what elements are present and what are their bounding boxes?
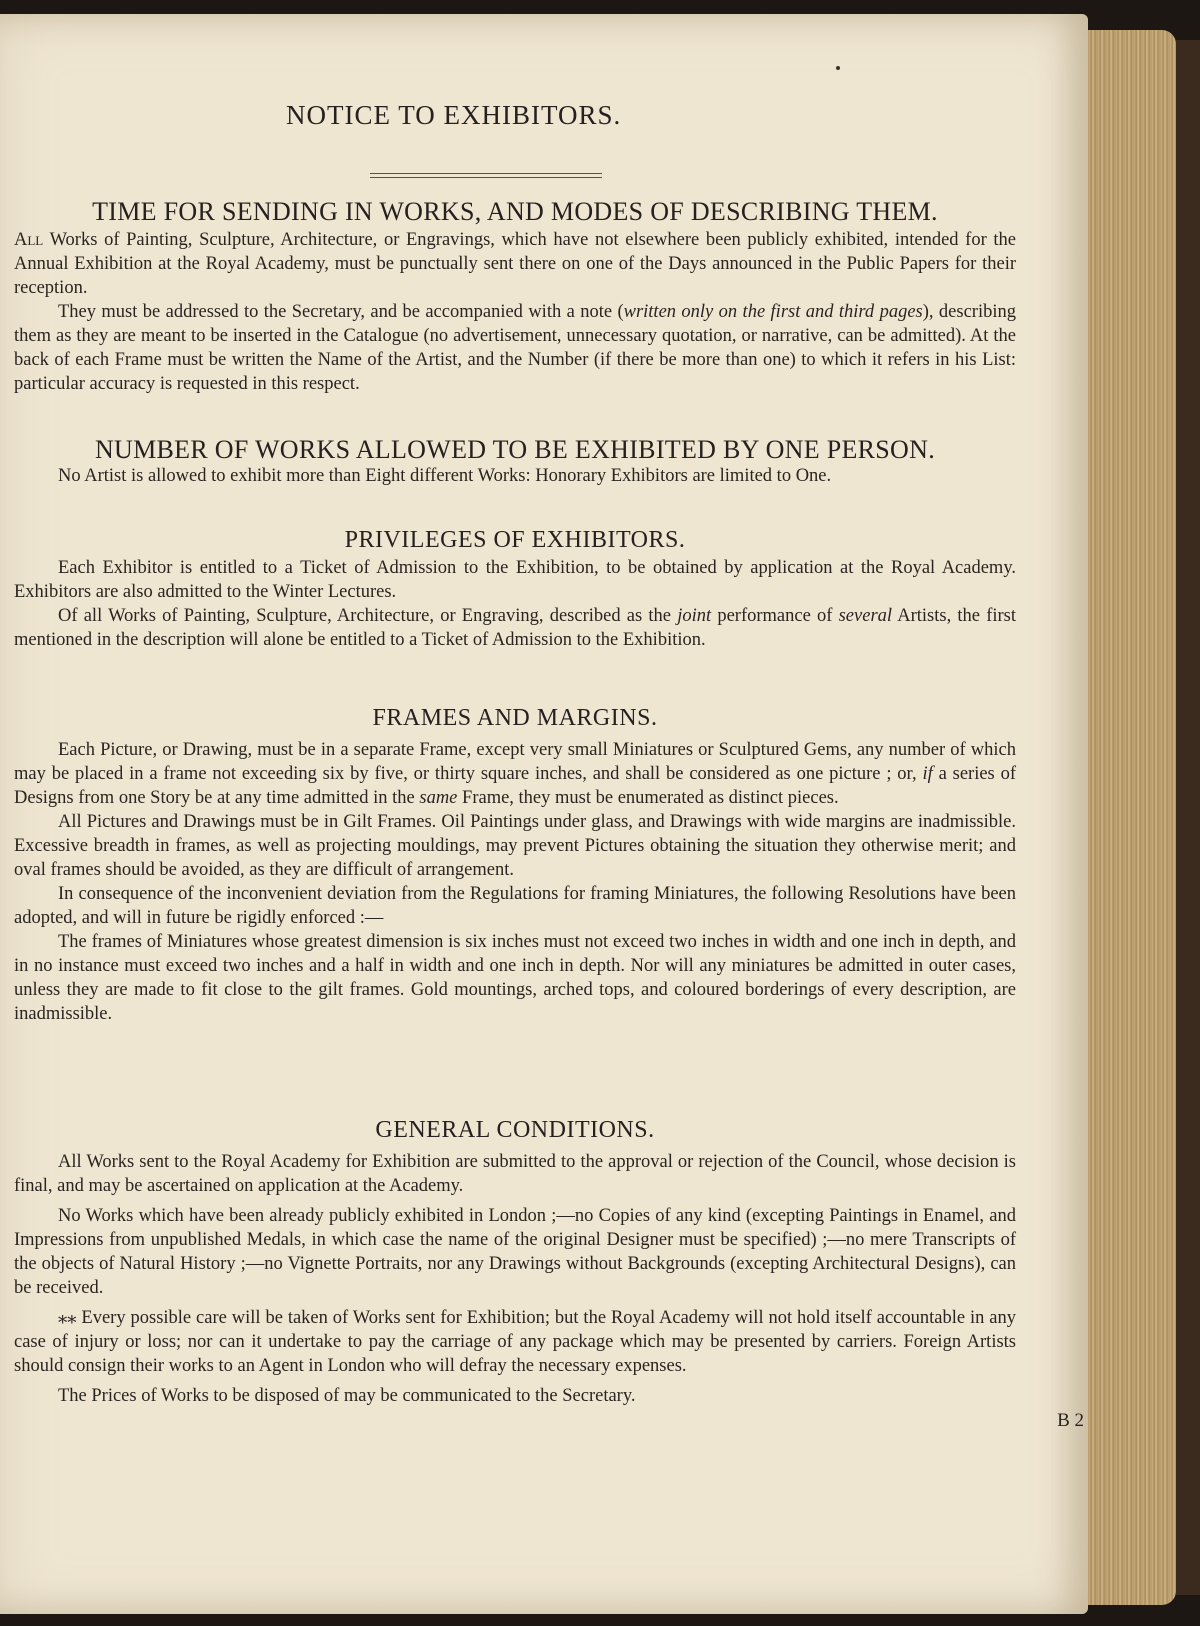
time-p1-lead: All <box>14 230 44 250</box>
signature-mark: B 2 <box>1057 1410 1084 1431</box>
privileges-paragraph-2 <box>14 604 1016 652</box>
priv-p2-em2: several <box>838 606 893 626</box>
number-paragraph-1: No Artist is allowed to exhibit more than Eight different Works: Honorary Exhibitors are limited to One. <box>58 466 832 486</box>
general-p3-text: Every possible care will be taken of Works sent for Exhibition; but the Royal Academy will not hold itself accountable in any case of injury or loss; nor can it undertake to pay the carriage of any package which may be presented by carriers. Foreign Artists should consign their works to an Agent in London who will defray the necessary expenses. <box>14 1308 1017 1376</box>
general-paragraph-1: All Works sent to the Royal Academy for Exhibition are submitted to the approval or rejection of the Council, whose decision is final, and may be ascertained on application at the Academy. <box>14 1152 1016 1196</box>
frames-paragraph-3: In consequence of the inconvenient deviation from the Regulations for framing Miniatures, the following Resolutions have been adopted, and will in future be rigidly enforced :— <box>14 884 1016 928</box>
frames-p1-em1: if <box>922 764 933 784</box>
book-cover-edge <box>1176 40 1200 1595</box>
frames-p1-em2: same <box>419 788 458 808</box>
frames-paragraph-1 <box>14 738 1016 810</box>
page-fore-edge <box>1088 30 1176 1605</box>
frames-p1-c: Frame, they must be enumerated as distinct pieces. <box>457 788 839 808</box>
priv-p2-em1: joint <box>677 606 712 626</box>
heading-time: TIME FOR SENDING IN WORKS, AND MODES OF DESCRIBING THEM. <box>92 197 938 226</box>
heading-privileges: PRIVILEGES OF EXHIBITORS. <box>344 527 686 553</box>
general-paragraph-4: The Prices of Works to be disposed of may be communicated to the Secretary. <box>58 1386 636 1406</box>
time-p1-text: Works of Painting, Sculpture, Architecture, or Engravings, which have not elsewhere been publicly exhibited, intended for the Annual Exhibition at the Royal Academy, must be punctually sent there on one of the Days announced in the Public Papers for their reception. <box>14 230 1017 298</box>
frames-paragraph-4: The frames of Miniatures whose greatest dimension is six inches must not exceed two inches in width and one inch in depth, and in no instance must exceed two inches and a half in width and one inch in depth. Nor will any miniatures be admitted in outer cases, unless they are made to fit close to the gilt frames. Gold mountings, arched tops, and coloured borderings of every description, are inadmissible. <box>14 932 1016 1024</box>
section-privileges <box>14 528 1016 652</box>
priv-p2-c: Artists, the first mentioned in the description will alone be entitled to a Ticket of Admission to the Exhibition. <box>14 606 1016 650</box>
page-title: NOTICE TO EXHIBITORS. <box>286 100 622 130</box>
heading-number: NUMBER OF WORKS ALLOWED TO BE EXHIBITED BY ONE PERSON. <box>94 435 936 464</box>
section-frames <box>14 706 1016 1026</box>
general-paragraph-3 <box>14 1306 1016 1378</box>
asterism-mark: ⁎⁎ <box>58 1308 77 1328</box>
section-general <box>14 1118 1016 1408</box>
general-paragraph-2: No Works which have been already publicly exhibited in London ;—no Copies of any kind (excepting Paintings in Enamel, and Impressions from unpublished Medals, in which case the name of the original Designer must be specified) ;—no mere Transcripts of the objects of Natural History ;—no Vignette Portraits, nor any Drawings without Backgrounds (excepting Architectural Designs), can be received. <box>14 1206 1016 1298</box>
heading-general: GENERAL CONDITIONS. <box>375 1117 655 1143</box>
priv-p2-b: performance of <box>711 606 839 626</box>
time-p2-em: written only on the first and third pages <box>623 302 923 322</box>
title-rule <box>370 173 602 178</box>
section-time <box>14 197 1017 396</box>
frames-paragraph-2: All Pictures and Drawings must be in Gilt Frames. Oil Paintings under glass, and Drawings with wide margins are inadmissible. Excessive breadth in frames, as well as projecting mouldings, may prevent Pictures obtaining the situation they otherwise merit; and oval frames should be avoided, as they are difficult of arrangement. <box>14 812 1016 880</box>
heading-frames: FRAMES AND MARGINS. <box>372 705 658 731</box>
ink-speck <box>836 66 840 70</box>
priv-p2-a: Of all Works of Painting, Sculpture, Architecture, or Engraving, described as the <box>58 606 678 626</box>
time-p2-b: ), describing them as they are meant to be inserted in the Catalogue (no advertisement, unnecessary quotation, or narrative, can be admitted). At the back of each Frame must be written the Name of the Artist, and the Number (if there be more than one) to which it refers in his List: particular accuracy is requested in this respect. <box>14 302 1016 394</box>
time-paragraph-1 <box>14 228 1016 300</box>
time-paragraph-2 <box>14 300 1016 396</box>
time-p2-a: They must be addressed to the Secretary, and be accompanied with a note ( <box>58 302 624 322</box>
frames-p1-a: Each Picture, or Drawing, must be in a separate Frame, except very small Miniatures or Sculptured Gems, any number of which may be placed in a frame not exceeding six by five, or thirty square inches, and shall be considered as one picture ; or, <box>14 740 1016 784</box>
privileges-paragraph-1: Each Exhibitor is entitled to a Ticket of Admission to the Exhibition, to be obtained by application at the Royal Academy. Exhibitors are also admitted to the Winter Lectures. <box>14 558 1016 602</box>
frames-p1-b: a series of Designs from one Story be at any time admitted in the <box>14 764 1017 808</box>
section-number <box>14 435 1016 488</box>
